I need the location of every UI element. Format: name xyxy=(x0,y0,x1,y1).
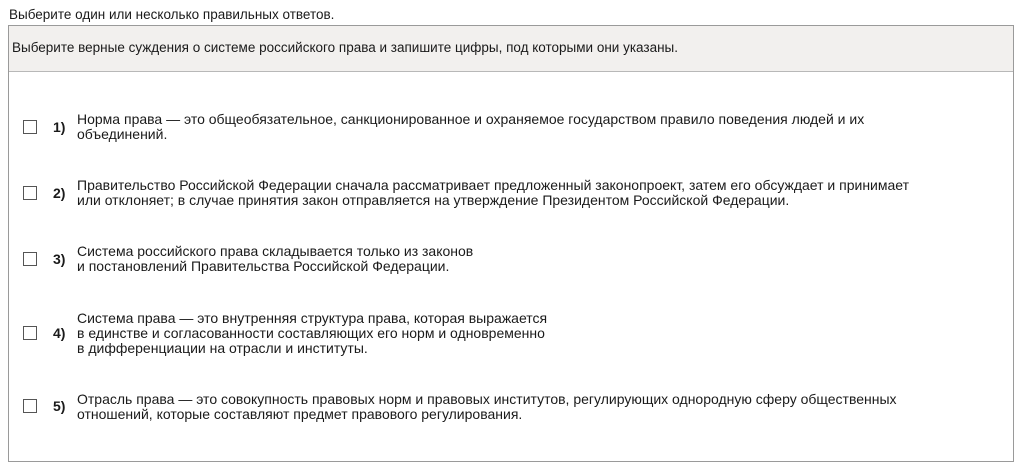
answer-checkbox-5[interactable] xyxy=(23,399,37,413)
answer-number-3: 3) xyxy=(53,251,66,267)
answer-text-5: Отрасль права — это совокупность правовых норм и правовых институтов, регулирующих однородную сферу общественных отношений, которые составляют предмет правового регулирования. xyxy=(77,391,897,422)
answer-text-1: Норма права — это общеобязательное, санкционированное и охраняемое государством правило поведения людей и их объединений. xyxy=(77,111,865,142)
answer-option-1[interactable] xyxy=(9,112,1013,152)
question-prompt: Выберите верные суждения о системе российского права и запишите цифры, под которыми они указаны. xyxy=(9,26,1013,72)
answer-number-1: 1) xyxy=(53,119,66,135)
answer-checkbox-2[interactable] xyxy=(23,186,37,200)
answer-text-4: Система права — это внутренняя структура права, которая выражается в единстве и согласованности составляющих его норм и одновременно в дифференциации на отрасли и институты. xyxy=(77,310,548,356)
answer-number-2: 2) xyxy=(53,185,66,201)
answer-option-5[interactable] xyxy=(9,392,1013,432)
answer-checkbox-1[interactable] xyxy=(23,120,37,134)
answer-text-2: Правительство Российской Федерации сначала рассматривает предложенный законопроект, затем его обсуждает и принимает или отклоняет; в случае принятия закон отправляется на утверждение Президентом Российской Федерации. xyxy=(77,177,910,208)
question-box xyxy=(8,25,1014,462)
answer-option-3[interactable] xyxy=(9,244,1013,284)
answer-checkbox-4[interactable] xyxy=(23,326,37,340)
answer-option-2[interactable] xyxy=(9,178,1013,218)
answer-option-4[interactable] xyxy=(9,310,1013,356)
answer-number-4: 4) xyxy=(53,325,66,341)
answer-text-3: Система российского права складывается только из законов и постановлений Правительства Российской Федерации. xyxy=(77,243,474,274)
answer-checkbox-3[interactable] xyxy=(23,252,37,266)
answer-number-5: 5) xyxy=(53,398,66,414)
instruction-text: Выберите один или несколько правильных ответов. xyxy=(9,7,335,22)
